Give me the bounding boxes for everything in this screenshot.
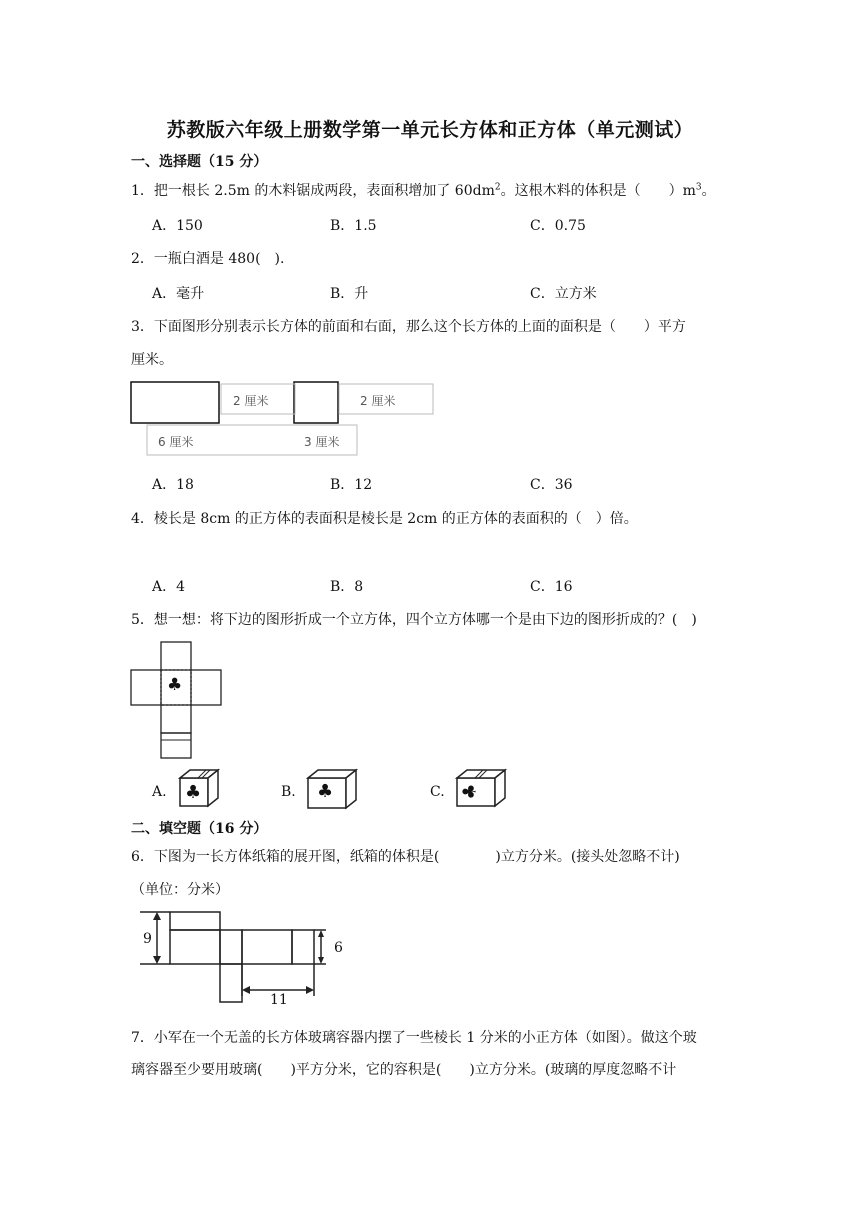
fig-label-3cm: 3 厘米 bbox=[304, 435, 340, 449]
question-1-text-a: 1．把一根长 2.5m 的木料锯成两段，表面积增加了 60dm bbox=[131, 183, 495, 199]
question-5: 5．想一想：将下边的图形折成一个立方体，四个立方体哪一个是由下边的图形折成的？( ) bbox=[131, 612, 697, 628]
fig-label-2cm-b: 2 厘米 bbox=[360, 394, 396, 408]
document-title: 苏教版六年级上册数学第一单元长方体和正方体（单元测试） bbox=[166, 119, 694, 141]
q5-option-a: A. bbox=[152, 784, 167, 800]
section-heading-choice: 一、选择题（15 分） bbox=[131, 154, 268, 170]
question-2: 2．一瓶白酒是 480( ). bbox=[131, 251, 285, 267]
fig-label-6cm: 6 厘米 bbox=[158, 435, 194, 449]
question-1-sup-a: 2 bbox=[494, 182, 501, 193]
club-symbol-c: ♣ bbox=[459, 783, 481, 800]
q2-option-c: C．立方米 bbox=[530, 286, 597, 302]
fig-label-2cm-a: 2 厘米 bbox=[233, 394, 269, 408]
q4-option-a: A．4 bbox=[152, 579, 186, 595]
q3-option-a: A．18 bbox=[152, 477, 194, 493]
q2-option-b: B．升 bbox=[330, 286, 369, 302]
q2-option-a: A．毫升 bbox=[152, 286, 205, 302]
q5-option-c: C. bbox=[430, 784, 445, 800]
dim-length-label: 11 bbox=[270, 992, 288, 1008]
q1-option-c: C．0.75 bbox=[530, 218, 586, 234]
q1-option-b: B．1.5 bbox=[330, 218, 377, 234]
question-6-line2: （单位：分米） bbox=[131, 882, 229, 898]
club-symbol-b: ♣ bbox=[317, 781, 334, 802]
q3-option-b: B．12 bbox=[330, 477, 373, 493]
question-1-text-c: 。 bbox=[701, 183, 716, 199]
club-symbol-net: ♣ bbox=[167, 675, 183, 695]
dim-width-label: 6 bbox=[334, 940, 343, 956]
section-heading-fill: 二、填空题（16 分） bbox=[131, 821, 268, 837]
club-symbol-a: ♣ bbox=[185, 782, 202, 803]
question-7-line2: 璃容器至少要用玻璃( )平方分米，它的容积是( )立方分米。(玻璃的厚度忽略不计 bbox=[131, 1062, 677, 1078]
q3-option-c: C．36 bbox=[530, 477, 573, 493]
dim-height-label: 9 bbox=[143, 931, 152, 947]
question-3-line2: 厘米。 bbox=[131, 352, 173, 368]
question-1-sup-b: 3 bbox=[695, 182, 702, 193]
question-3-line1: 3．下面图形分别表示长方体的前面和右面，那么这个长方体的上面的面积是（ ）平方 bbox=[131, 319, 686, 335]
question-7-line1: 7．小军在一个无盖的长方体玻璃容器内摆了一些棱长 1 分米的小正方体（如图）。做这个玻 bbox=[131, 1030, 697, 1046]
q4-option-b: B．8 bbox=[330, 579, 364, 595]
q4-option-c: C．16 bbox=[530, 579, 573, 595]
question-6-line1: 6．下图为一长方体纸箱的展开图，纸箱的体积是( )立方分米。(接头处忽略不计) bbox=[131, 849, 680, 865]
question-1-text-b: 。这根木料的体积是（ ）m bbox=[500, 183, 696, 199]
q1-option-a: A．150 bbox=[152, 218, 203, 234]
question-4: 4．棱长是 8cm 的正方体的表面积是棱长是 2cm 的正方体的表面积的（ ）倍。 bbox=[131, 511, 638, 527]
q5-option-b: B. bbox=[281, 784, 296, 800]
